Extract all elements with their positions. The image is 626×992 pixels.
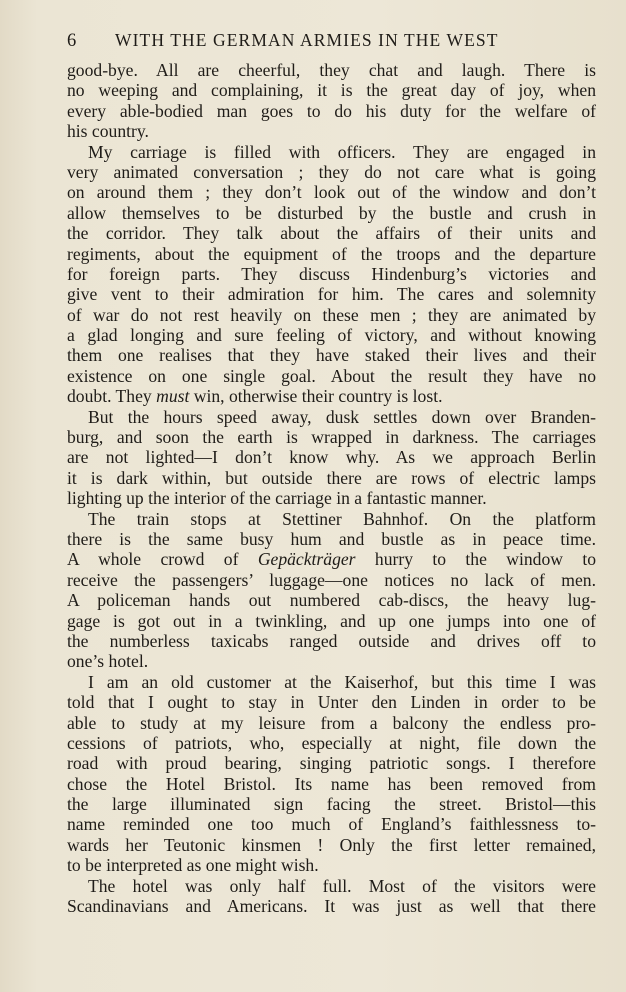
text-segment: A whole crowd of <box>67 549 258 570</box>
text-line: wards her Teutonic kinsmen ! Only the first letter remained, <box>67 834 596 855</box>
text-line: road with proud bearing, singing patriotic songs. I therefore <box>67 753 596 774</box>
text-line: for foreign parts. They discuss Hindenburg’s victories and <box>67 263 596 284</box>
italic-word: Gepäckträger <box>257 549 356 570</box>
text-line: The hotel was only half full. Most of the visitors were <box>88 875 596 896</box>
text-line <box>67 549 596 569</box>
page-number: 6 <box>67 31 77 51</box>
text-line <box>67 386 596 406</box>
running-title: WITH THE GERMAN ARMIES IN THE WEST <box>115 30 499 50</box>
text-line: The train stops at Stettiner Bahnhof. On the platform <box>88 508 596 529</box>
text-line: of war do not rest heavily on these men ; they are animated by <box>67 304 596 325</box>
body-text <box>67 60 596 916</box>
text-line: are not lighted—I don’t know why. As we approach Berlin <box>67 447 596 468</box>
text-line: allow themselves to be disturbed by the bustle and crush in <box>67 202 596 223</box>
text-line: lighting up the interior of the carriage in a fantastic manner. <box>67 488 487 509</box>
text-line: name reminded one too much of England’s faithlessness to- <box>67 814 596 835</box>
text-line: Scandinavians and Americans. It was just as well that there <box>67 896 596 917</box>
text-line: it is dark within, but outside there are rows of electric lamps <box>67 467 596 488</box>
text-line: on around them ; they don’t look out of the window and don’t <box>67 182 596 203</box>
text-line: very animated conversation ; they do not care what is going <box>67 161 596 182</box>
text-line: the large illuminated sign facing the street. Bristol—this <box>67 794 596 815</box>
text-line: no weeping and complaining, it is the great day of joy, when <box>67 80 596 101</box>
text-line: cessions of patriots, who, especially at night, file down the <box>67 732 596 753</box>
text-line: receive the passengers’ luggage—one notices no lack of men. <box>67 569 596 590</box>
text-line: every able-bodied man goes to do his duty for the welfare of <box>67 100 596 121</box>
text-line: I am an old customer at the Kaiserhof, but this time I was <box>88 671 596 692</box>
text-line: his country. <box>67 121 149 142</box>
italic-word: must <box>156 386 190 407</box>
text-line: there is the same busy hum and bustle as in peace time. <box>67 528 596 549</box>
text-line: regiments, about the equipment of the troops and the departure <box>67 243 596 264</box>
text-line: told that I ought to stay in Unter den Linden in order to be <box>67 692 596 713</box>
text-segment: doubt. They <box>67 386 157 407</box>
text-line: the corridor. They talk about the affairs of their units and <box>67 223 596 244</box>
text-line: good-bye. All are cheerful, they chat and laugh. There is <box>67 60 596 80</box>
running-head <box>67 30 596 54</box>
text-line: them one realises that they have staked their lives and their <box>67 345 596 366</box>
text-line: the numberless taxicabs ranged outside and drives off to <box>67 630 596 651</box>
text-line: burg, and soon the earth is wrapped in darkness. The carriages <box>67 427 596 448</box>
text-segment: hurry to the window to <box>355 549 597 570</box>
text-line: chose the Hotel Bristol. Its name has been removed from <box>67 773 596 794</box>
text-line: a glad longing and sure feeling of victory, and without knowing <box>67 325 596 346</box>
text-line: A policeman hands out numbered cab-discs, the heavy lug- <box>67 590 596 611</box>
text-line: give vent to their admiration for him. The cares and solemnity <box>67 284 596 305</box>
text-line: to be interpreted as one might wish. <box>67 855 319 876</box>
text-line: existence on one single goal. About the result they have no <box>67 365 596 386</box>
text-segment: win, otherwise their country is lost. <box>189 386 443 407</box>
text-line: one’s hotel. <box>67 651 149 672</box>
text-line: My carriage is filled with officers. They are engaged in <box>88 141 596 162</box>
text-line: able to study at my leisure from a balcony the endless pro- <box>67 712 596 733</box>
text-line: gage is got out in a twinkling, and up one jumps into one of <box>67 610 596 631</box>
text-line: But the hours speed away, dusk settles down over Branden- <box>88 406 596 427</box>
